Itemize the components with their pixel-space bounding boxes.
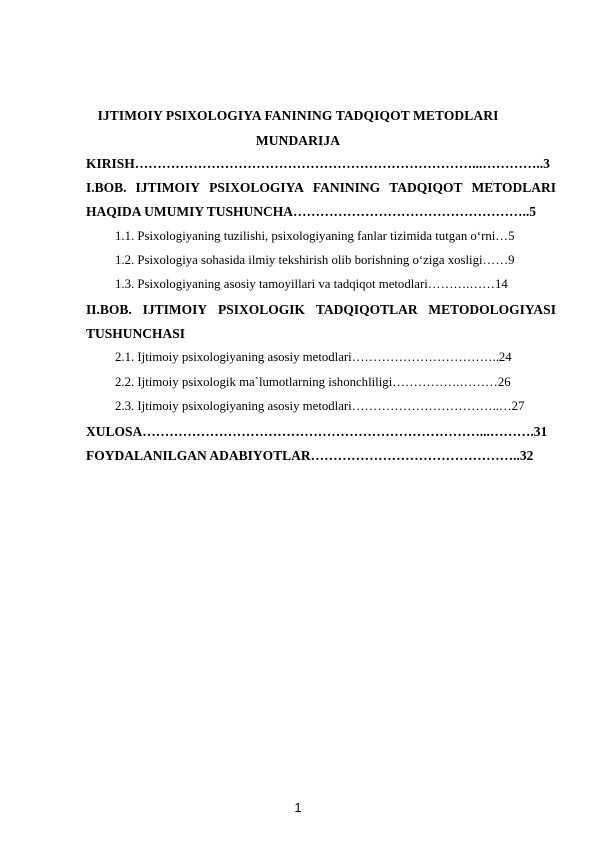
toc-word: I.BOB.: [86, 180, 127, 195]
toc-word: FANINING: [312, 180, 381, 195]
toc-word: TADQIQOT: [389, 180, 463, 195]
toc-chapter1-line2: HAQIDA UMUMIY TUSHUNCHA……………………………………………..5: [86, 204, 537, 219]
toc-word: II.BOB.: [86, 302, 132, 317]
toc-word: TADQIQOTLAR: [315, 302, 418, 317]
toc-chapter2-line1: [86, 302, 556, 318]
document-title: IJTIMOIY PSIXOLOGIYA FANINING TADQIQOT METODLARI: [97, 108, 499, 123]
toc-entry-kirish: KIRISH…………………………………………………………………...…………..3: [86, 156, 550, 171]
toc-section-1-1: 1.1. Psixologiyaning tuzilishi, psixologiyaning fanlar tizimida tutgan o‘rni…5: [115, 229, 515, 243]
toc-section-2-1: 2.1. Ijtimoiy psixologiyaning asosiy metodlari……………………………..24: [115, 350, 512, 364]
toc-heading: MUNDARIJA: [255, 133, 341, 148]
toc-entry-adabiyot: FOYDALANILGAN ADABIYOTLAR………………………………………..32: [86, 448, 534, 463]
toc-section-2-3: 2.3. Ijtimoiy psixologiyaning asosiy metodlari……………………………..…27: [115, 399, 525, 413]
toc-section-1-2: 1.2. Psixologiya sohasida ilmiy tekshirish olib borishning o‘ziga xosligi……9: [115, 253, 515, 267]
toc-section-2-2: 2.2. Ijtimoiy psixologik ma`lumotlarning ishonchliligi…………….………26: [115, 375, 511, 389]
toc-word: PSIXOLOGIYA: [209, 180, 304, 195]
toc-section-1-3: 1.3. Psixologiyaning asosiy tamoyillari va tadqiqot metodlari……….……14: [115, 277, 508, 291]
toc-entry-xulosa: XULOSA…………………………………………………………………...……….31: [86, 424, 548, 439]
toc-word: PSIXOLOGIK: [217, 302, 305, 317]
toc-word: METODOLOGIYASI: [428, 302, 556, 317]
toc-word: IJTIMOIY: [142, 302, 208, 317]
toc-chapter1-line1: [86, 180, 556, 196]
toc-word: IJTIMOIY: [135, 180, 201, 195]
toc-word: METODLARI: [471, 180, 556, 195]
toc-chapter2-line2: TUSHUNCHASI: [86, 326, 186, 341]
page-number: 1: [294, 800, 302, 815]
